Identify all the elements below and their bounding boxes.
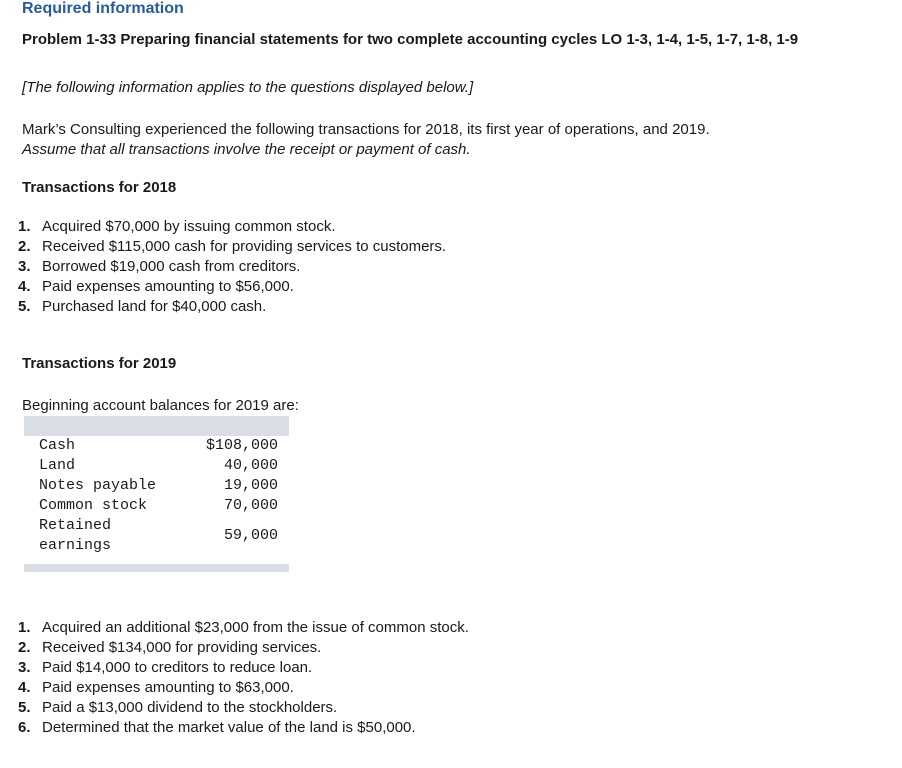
item-text: Paid a $13,000 dividend to the stockholders. bbox=[42, 699, 338, 716]
beginning-balances-table bbox=[24, 416, 289, 572]
item-text: Purchased land for $40,000 cash. bbox=[42, 298, 267, 315]
list-item bbox=[18, 638, 469, 658]
item-text: Acquired $70,000 by issuing common stock. bbox=[42, 218, 336, 235]
item-number: 3. bbox=[18, 258, 31, 275]
list-item bbox=[18, 618, 469, 638]
list-item bbox=[18, 277, 446, 297]
item-number: 3. bbox=[18, 659, 31, 676]
heading-2018: Transactions for 2018 bbox=[22, 179, 177, 196]
item-number: 1. bbox=[18, 619, 31, 636]
list-item bbox=[18, 237, 446, 257]
list-item bbox=[18, 257, 446, 277]
item-number: 1. bbox=[18, 218, 31, 235]
balance-label-notes-payable: Notes payable bbox=[39, 477, 157, 494]
item-text: Received $134,000 for providing services. bbox=[42, 639, 322, 656]
required-information-heading: Required information bbox=[22, 0, 184, 17]
balance-label-cash: Cash bbox=[39, 437, 76, 454]
table-header-band bbox=[24, 416, 289, 436]
balance-label-common-stock: Common stock bbox=[39, 497, 148, 514]
description-line2: Assume that all transactions involve the receipt or payment of cash. bbox=[22, 141, 471, 158]
list-2019 bbox=[18, 618, 469, 738]
item-number: 5. bbox=[18, 298, 31, 315]
beginning-balances-note: Beginning account balances for 2019 are: bbox=[22, 397, 299, 414]
item-text: Acquired an additional $23,000 from the issue of common stock. bbox=[42, 619, 469, 636]
list-item bbox=[18, 658, 469, 678]
list-2018 bbox=[18, 217, 446, 317]
balance-value-common-stock: 70,000 bbox=[223, 497, 278, 514]
item-text: Paid expenses amounting to $63,000. bbox=[42, 679, 294, 696]
problem-title: Problem 1-33 Preparing financial statements for two complete accounting cycles LO 1-3, 1-4, 1-5, 1-7, 1-8, 1-9 bbox=[22, 31, 799, 48]
list-item bbox=[18, 297, 446, 317]
list-item bbox=[18, 678, 469, 698]
item-text: Borrowed $19,000 cash from creditors. bbox=[42, 258, 301, 275]
list-item bbox=[18, 217, 446, 237]
balance-value-notes-payable: 19,000 bbox=[223, 477, 278, 494]
balance-value-cash: $108,000 bbox=[205, 437, 278, 454]
item-number: 2. bbox=[18, 238, 31, 255]
item-number: 6. bbox=[18, 719, 31, 736]
item-text: Paid expenses amounting to $56,000. bbox=[42, 278, 294, 295]
intro-note: [The following information applies to the questions displayed below.] bbox=[22, 79, 474, 96]
item-text: Paid $14,000 to creditors to reduce loan. bbox=[42, 659, 313, 676]
balance-label-retained-earnings: Retained earnings bbox=[39, 517, 112, 554]
table-footer-band bbox=[24, 564, 289, 572]
item-text: Received $115,000 cash for providing services to customers. bbox=[42, 238, 447, 255]
heading-2019: Transactions for 2019 bbox=[22, 355, 177, 372]
item-text: Determined that the market value of the land is $50,000. bbox=[42, 719, 416, 736]
item-number: 2. bbox=[18, 639, 31, 656]
list-item bbox=[18, 718, 469, 738]
balance-value-retained-earnings: 59,000 bbox=[223, 527, 278, 544]
description bbox=[22, 120, 710, 160]
item-number: 4. bbox=[18, 679, 31, 696]
balance-label-land: Land bbox=[39, 457, 76, 474]
description-line1: Mark’s Consulting experienced the following transactions for 2018, its first year of operations, and 2019. bbox=[22, 121, 710, 138]
item-number: 5. bbox=[18, 699, 31, 716]
item-number: 4. bbox=[18, 278, 31, 295]
balance-value-land: 40,000 bbox=[223, 457, 278, 474]
list-item bbox=[18, 698, 469, 718]
